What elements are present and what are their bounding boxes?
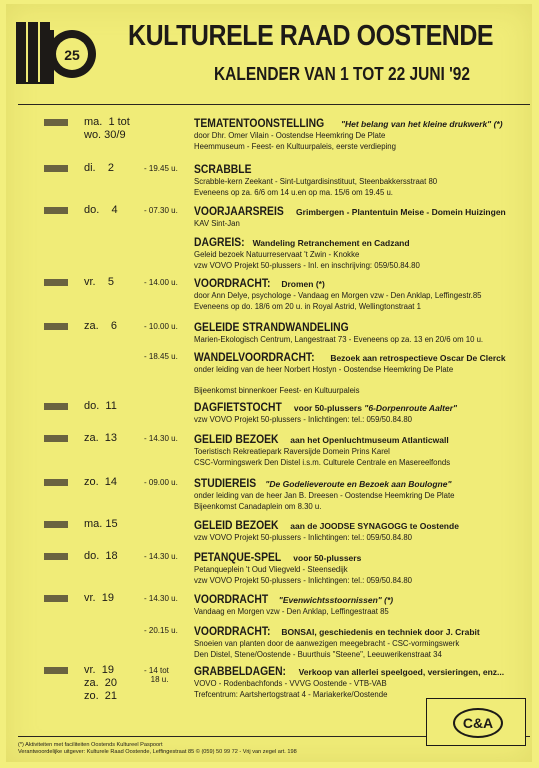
event-subject: Dromen (*) (278, 279, 325, 289)
event-marker (44, 403, 68, 410)
event-title: VOORDRACHT: (194, 278, 271, 290)
event-title: DAGREIS: (194, 237, 245, 249)
event-info-line (194, 376, 530, 387)
event-info-line: Trefcentrum: Aartshertogstraat 4 - Mariakerke/Oostende (194, 689, 388, 699)
event-time: - 19.45 u. (144, 164, 178, 173)
event-title: PETANQUE-SPEL (194, 552, 282, 564)
event-title: SCRABBLE (194, 164, 252, 176)
event-details (194, 432, 530, 468)
footer-note-passport: (*) Aktiviteiten met faciliteiten Oostends Kultureel Paspoort (18, 742, 163, 748)
event-info-line: Eveneens op za. 6/6 om 14 u.en op ma. 15/6 om 19.45 u. (194, 187, 393, 197)
event-marker (44, 595, 68, 602)
event-info-line: Bijeenkomst Canadaplein om 8.30 u. (194, 501, 322, 511)
event-info-line: CSC-Vormingswerk Den Distel i.s.m. Culturele Centrale en Masereelfonds (194, 457, 451, 467)
event-info-line: door Dhr. Omer Vilain - Oostendse Heemkring De Plate (194, 131, 386, 140)
event-info-line: Scrabble-kern Zeekant - Sint-Lutgardisinstituut, Steenbakkersstraat 80 (194, 177, 438, 186)
event-date: vr. 19 (84, 592, 114, 604)
event-marker (44, 279, 68, 286)
event-marker (44, 521, 68, 528)
event-title: GRABBELDAGEN: (194, 666, 287, 678)
event-date: zo. 14 (84, 476, 118, 488)
event-date: do. 11 (84, 400, 117, 412)
event-subject: Grimbergen - Plantentuin Meise - Domein Huizingen (293, 207, 506, 217)
event-subject: aan het Openluchtmuseum Atlanticwall (287, 435, 449, 445)
event-info-line: Petanqueplein 't Oud Vliegveld - Steensedijk (194, 565, 348, 574)
logo-number: 25 (64, 47, 80, 63)
event-time: - 14.30 u. (144, 552, 178, 561)
event-details (194, 320, 530, 346)
event-details (194, 476, 530, 512)
calendar-poster (6, 4, 532, 762)
event-info-line: onder leiding van de heer Jan B. Dreesen - Oostendse Heemkring De Plate (194, 491, 455, 500)
event-date: do. 4 (84, 204, 118, 216)
sponsor-logo (426, 698, 526, 746)
ca-logo-icon: C&A (453, 708, 503, 738)
event-info-line: door Ann Delye, psychologe - Vandaag en Morgen vzw - Den Anklap, Leffingestr.85 (194, 291, 482, 300)
event-title: STUDIEREIS (194, 478, 257, 490)
event-date: vr. 19 za. 20 zo. 21 (84, 664, 118, 702)
event-subject: aan de JOODSE SYNAGOGG te Oostende (287, 521, 459, 531)
event-time: - 09.00 u. (144, 478, 178, 487)
event-info-line: Vandaag en Morgen vzw - Den Anklap, Leffingestraat 85 (194, 607, 389, 616)
footer-note-publisher: Verantwoordelijke uitgever: Kulturele Raad Oostende, Leffingestraat 85 © (059) 50 99 72 - Vrij van zegel art. 198 (18, 749, 297, 755)
event-subject: Verkoop van allerlei speelgoed, versieringen, enz... (296, 667, 505, 677)
event-info-line: vzw VOVO Projekt 50-plussers - Inlichtingen: tel.: 059/50.84.80 (194, 575, 412, 585)
event-details (194, 162, 530, 198)
event-marker (44, 435, 68, 442)
event-details (194, 400, 530, 426)
event-details (194, 276, 530, 312)
event-subtitle: "De Godelieveroute en Bezoek aan Boulogne" (263, 479, 452, 489)
event-marker (44, 207, 68, 214)
event-info-line: vzw VOVO Projekt 50-plussers - Inlichtingen: tel.: 059/50.84.80 (194, 415, 412, 424)
event-info-line: Den Distel, Stene/Oostende - Buurthuis "Steene", Leeuwerikenstraat 34 (194, 649, 442, 659)
page-title: KULTURELE RAAD OOSTENDE (128, 20, 494, 52)
event-marker (44, 323, 68, 330)
event-subject: Bezoek aan retrospectieve Oscar De Clerck (327, 353, 506, 363)
event-time: - 10.00 u. (144, 322, 178, 331)
event-date: ma. 1 tot wo. 30/9 (84, 116, 130, 141)
event-info-line: vzw VOVO Projekt 50-plussers - Inl. en inschrijving: 059/50.84.80 (194, 260, 420, 270)
header-divider (18, 104, 530, 105)
page-subtitle: KALENDER VAN 1 TOT 22 JUNI '92 (214, 64, 471, 84)
event-details (194, 116, 530, 152)
event-subtitle: "Het belang van het kleine drukwerk" (*) (338, 119, 503, 129)
event-date: za. 13 (84, 432, 118, 444)
event-info-line: VOVO - Rodenbachfonds - VVVG Oostende - VTB-VAB (194, 679, 387, 688)
event-time: - 18.45 u. (144, 352, 178, 361)
event-info-line: Heemmuseum - Feest- en Kultuurpaleis, eerste verdieping (194, 141, 396, 151)
event-info-line: Eveneens op do. 18/6 om 20 u. in Royal Astrid, Wellingtonstraat 1 (194, 301, 421, 311)
event-subject: BONSAI, geschiedenis en techniek door J. Crabit (278, 627, 480, 637)
event-info-line: Toeristisch Rekreatiepark Raversijde Domein Prins Karel (194, 447, 390, 456)
event-title: GELEID BEZOEK (194, 434, 279, 446)
event-marker (44, 479, 68, 486)
event-subject: Wandeling Retranchement en Cadzand (250, 238, 410, 248)
event-title: WANDELVOORDRACHT: (194, 352, 315, 364)
event-marker (44, 667, 68, 674)
event-marker (44, 165, 68, 172)
event-date: di. 2 (84, 162, 114, 174)
event-title: GELEIDE STRANDWANDELING (194, 322, 349, 334)
event-time: - 14 tot 18 u. (144, 666, 169, 684)
event-date: do. 18 (84, 550, 118, 562)
event-subtitle: "Evenwichtsstoornissen" (*) (276, 595, 394, 605)
event-details (194, 350, 530, 397)
event-time: - 14.30 u. (144, 434, 178, 443)
event-title: VOORDRACHT (194, 594, 269, 606)
event-details (194, 518, 530, 544)
kro-logo-icon (14, 16, 106, 90)
event-marker (44, 553, 68, 560)
event-time: - 20.15 u. (144, 626, 178, 635)
event-time: - 14.30 u. (144, 594, 178, 603)
event-details (194, 235, 530, 271)
event-info-line: Geleid bezoek Natuurreservaat 't Zwin - Knokke (194, 250, 360, 259)
event-details (194, 204, 530, 230)
event-date: vr. 5 (84, 276, 114, 288)
event-details (194, 664, 530, 700)
event-time: - 07.30 u. (144, 206, 178, 215)
event-title: TEMATENTOONSTELLING (194, 118, 325, 130)
event-subject: voor 50-plussers (290, 553, 362, 563)
event-title: VOORDRACHT: (194, 626, 271, 638)
event-time: - 14.00 u. (144, 278, 178, 287)
event-title: DAGFIETSTOCHT (194, 402, 282, 414)
event-date: za. 6 (84, 320, 118, 332)
event-subject: voor 50-plussers (291, 403, 362, 413)
event-title: GELEID BEZOEK (194, 520, 279, 532)
event-info-line: vzw VOVO Projekt 50-plussers - Inlichtingen: tel.: 059/50.84.80 (194, 533, 412, 542)
event-info-line: Bijeenkomst binnenkoer Feest- en Kultuurpaleis (194, 386, 360, 395)
event-subtitle: "6-Dorpenroute Aalter" (361, 403, 458, 413)
event-info-line: Marien-Ekologisch Centrum, Langestraat 73 - Eveneens op za. 13 en 20/6 om 10 u. (194, 335, 484, 344)
event-marker (44, 119, 68, 126)
event-details (194, 550, 530, 586)
event-details (194, 592, 530, 618)
footer-notes (18, 742, 297, 756)
event-title: VOORJAARSREIS (194, 206, 284, 218)
event-info-line: KAV Sint-Jan (194, 219, 240, 228)
event-details (194, 624, 530, 660)
event-info-line: Snoeien van planten door de aanwezigen meegebracht - CSC-vormingswerk (194, 639, 460, 648)
event-info-line: onder leiding van de heer Norbert Hostyn - Oostendse Heemkring De Plate (194, 365, 454, 374)
event-date: ma. 15 (84, 518, 118, 530)
